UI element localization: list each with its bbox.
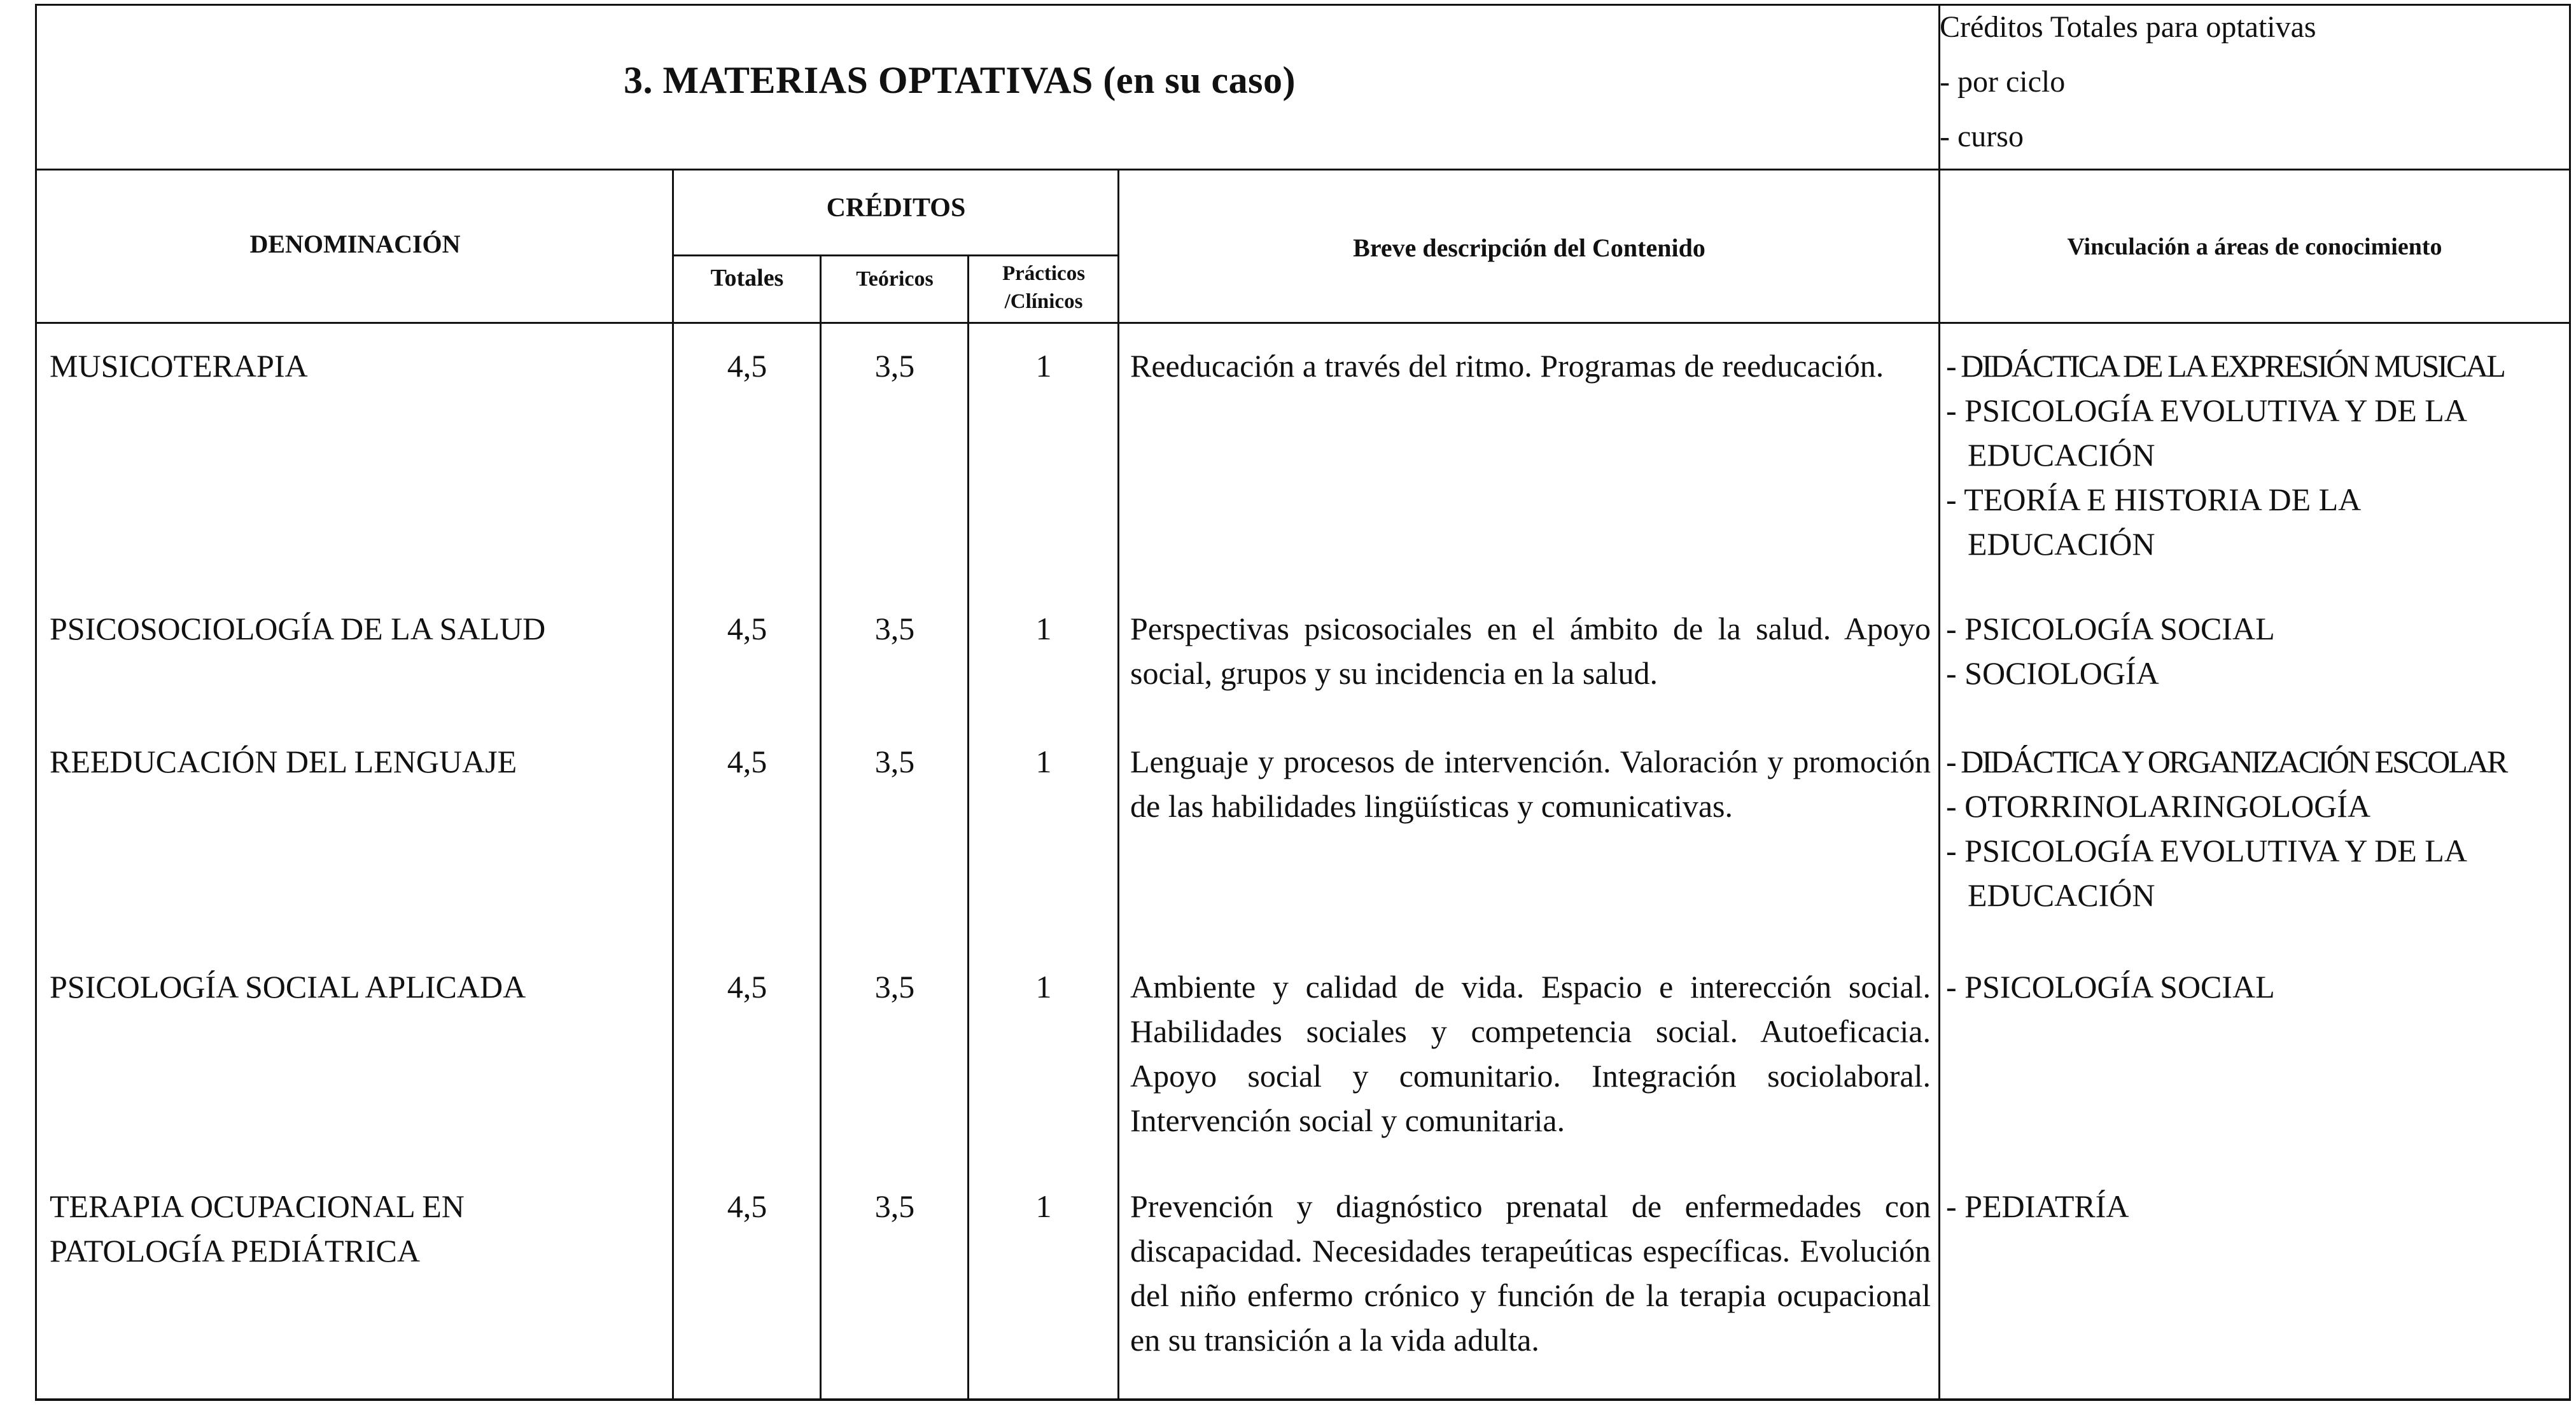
area-item: - OTORRINOLARINGOLOGÍA bbox=[1946, 788, 2371, 824]
row-areas bbox=[1946, 739, 2570, 917]
row-totales: 4,5 bbox=[727, 611, 767, 646]
totales-column-divider bbox=[820, 254, 822, 1401]
teoricos-column-divider bbox=[967, 254, 969, 1401]
column-header-creditos: CRÉDITOS bbox=[826, 193, 966, 223]
creditos-subheader-divider bbox=[673, 254, 1119, 256]
row-teoricos: 3,5 bbox=[874, 969, 915, 1005]
row-areas bbox=[1946, 964, 2570, 1009]
row-descripcion: Reeducación a través del ritmo. Programas de reeducación. bbox=[1130, 348, 1884, 384]
header-divider bbox=[35, 169, 2571, 171]
row-name bbox=[50, 739, 661, 784]
row-practicos: 1 bbox=[1035, 1188, 1052, 1224]
credits-info-line: - curso bbox=[1940, 120, 2024, 153]
row-name bbox=[50, 1184, 661, 1273]
row-practicos: 1 bbox=[1035, 969, 1052, 1005]
table-bottom-border bbox=[35, 1398, 2571, 1401]
row-name-line: MUSICOTERAPIA bbox=[50, 348, 308, 384]
row-totales: 4,5 bbox=[727, 744, 767, 779]
column-header-vinculacion: Vinculación a áreas de conocimiento bbox=[2067, 233, 2442, 260]
area-item: - PSICOLOGÍA SOCIAL bbox=[1946, 611, 2275, 646]
table-left-border bbox=[35, 4, 37, 1401]
descripcion-column-divider bbox=[1938, 4, 1940, 1401]
column-header-divider bbox=[35, 322, 2571, 324]
row-name-line: PSICOSOCIOLOGÍA DE LA SALUD bbox=[50, 611, 546, 646]
row-practicos: 1 bbox=[1035, 744, 1052, 779]
credits-info-line: - por ciclo bbox=[1940, 65, 2066, 99]
column-header-teoricos: Teóricos bbox=[856, 267, 934, 291]
page-title: 3. MATERIAS OPTATIVAS (en su caso) bbox=[624, 59, 1296, 101]
row-areas bbox=[1946, 1184, 2570, 1229]
row-name bbox=[50, 964, 661, 1009]
area-item: - PSICOLOGÍA SOCIAL bbox=[1946, 969, 2275, 1005]
row-name-line: TERAPIA OCUPACIONAL EN bbox=[50, 1188, 465, 1224]
area-item: - TEORÍA E HISTORIA DE LA bbox=[1946, 482, 2362, 517]
area-item: - PSICOLOGÍA EVOLUTIVA Y DE LA bbox=[1946, 393, 2467, 428]
column-header-denominacion: DENOMINACIÓN bbox=[249, 230, 461, 258]
row-areas bbox=[1946, 344, 2570, 566]
row-areas bbox=[1946, 606, 2570, 695]
row-teoricos: 3,5 bbox=[874, 348, 915, 384]
row-practicos: 1 bbox=[1035, 348, 1052, 384]
area-item-continuation: EDUCACIÓN bbox=[1968, 877, 2155, 913]
column-header-practicos-line: Prácticos bbox=[1002, 262, 1086, 285]
row-teoricos: 3,5 bbox=[874, 1188, 915, 1224]
row-descripcion: Lenguaje y procesos de intervención. Valoración y promoción de las habilidades lingüísticas y comunicativas. bbox=[1130, 744, 1931, 824]
area-item-continuation: EDUCACIÓN bbox=[1968, 437, 2155, 473]
area-item: - SOCIOLOGÍA bbox=[1946, 655, 2159, 691]
row-name bbox=[50, 606, 661, 651]
area-item: - DIDÁCTICA DE LA EXPRESIÓN MUSICAL bbox=[1946, 348, 2504, 384]
area-item-continuation: EDUCACIÓN bbox=[1968, 526, 2155, 562]
column-header-practicos-line: /Clínicos bbox=[1004, 290, 1083, 313]
row-totales: 4,5 bbox=[727, 1188, 767, 1224]
area-item: - DIDÁCTICA Y ORGANIZACIÓN ESCOLAR bbox=[1946, 744, 2507, 779]
row-descripcion: Prevención y diagnóstico prenatal de enfermedades con discapacidad. Necesidades terapeúticas específicas. Evolución del niño enfermo crónico y función de la terapia ocupacional en su transición a la vida adulta. bbox=[1130, 1188, 1931, 1358]
column-header-descripcion: Breve descripción del Contenido bbox=[1353, 233, 1705, 262]
row-practicos: 1 bbox=[1035, 611, 1052, 646]
credits-info-line: Créditos Totales para optativas bbox=[1940, 10, 2316, 44]
column-header-practicos bbox=[969, 260, 1119, 316]
credits-info bbox=[1940, 0, 2316, 164]
row-descripcion: Perspectivas psicosociales en el ámbito de la salud. Apoyo social, grupos y su incidencia en la salud. bbox=[1130, 611, 1931, 691]
row-totales: 4,5 bbox=[727, 348, 767, 384]
row-name-line: REEDUCACIÓN DEL LENGUAJE bbox=[50, 744, 517, 779]
row-teoricos: 3,5 bbox=[874, 744, 915, 779]
row-totales: 4,5 bbox=[727, 969, 767, 1005]
row-name-line: PATOLOGÍA PEDIÁTRICA bbox=[50, 1233, 421, 1269]
row-name bbox=[50, 344, 661, 388]
column-header-totales: Totales bbox=[710, 265, 784, 291]
row-teoricos: 3,5 bbox=[874, 611, 915, 646]
area-item: - PEDIATRÍA bbox=[1946, 1188, 2129, 1224]
area-item: - PSICOLOGÍA EVOLUTIVA Y DE LA bbox=[1946, 833, 2467, 868]
row-descripcion: Ambiente y calidad de vida. Espacio e interección social. Habilidades sociales y competencia social. Autoeficacia. Apoyo social y comunitario. Integración sociolaboral. Intervención social y comunitaria. bbox=[1130, 969, 1931, 1138]
row-name-line: PSICOLOGÍA SOCIAL APLICADA bbox=[50, 969, 526, 1005]
